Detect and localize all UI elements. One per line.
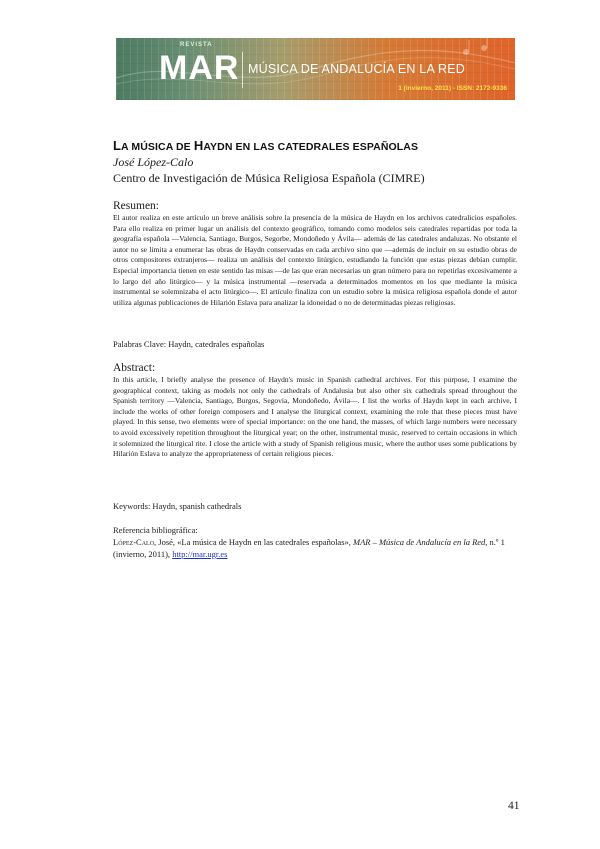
reference-heading: Referencia bibliográfica: [113,525,198,535]
abstract-text: In this article, I briefly analyse the presence of Haydn's music in Spanish cathedral archives. For this purpose, I examine the geographical context, taking as models not only the cathedrals of Andalusia but also other six cathedrals spread throughout the Spanish territory —Valencia, Santiago, Burgos, Segovia, Mondoñedo, Ávila—. I list the works of Haydn kept in each archive, I include the works of other foreign composers and I analyse the liturgical context, examining the role that these pieces must have played. In this sense, two elements were of special importance: on the one hand, the masses, of which large numbers were necessary to avoid excessively repetition throughout the liturgical year; on the other, instrumental music, reserved to certain occasions in which it solemnized the liturgical rite. I close the article with a study of Spanish religious music, where the author uses some publications by Hilarión Eslava to analyze the appropriateness of certain religious pieces. [113,375,517,459]
article-affiliation: Centro de Investigación de Música Religiosa Española (CIMRE) [113,171,425,185]
keywords-spanish: Palabras Clave: Haydn, catedrales españolas [113,339,265,349]
page-number: 41 [508,800,520,812]
banner-revista-label: REVISTA [180,42,213,48]
banner-logo-mar: MAR [159,49,240,87]
article-author: José López-Calo [113,155,194,169]
banner-divider [242,52,243,88]
reference-journal: MAR – Música de Andalucía en la Red [353,537,486,547]
reference-link[interactable]: http://mar.ugr.es [172,548,228,559]
banner-subtitle: MÚSICA DE ANDALUCÍA EN LA RED [248,62,465,76]
reference-citation: López-Calo, José, «La música de Haydn en las catedrales españolas», MAR – Música de Andalucía en la Red, n.º 1 (invierno, 2011), http://mar.ugr.es [113,537,505,559]
article-header [113,138,517,186]
banner-issue-info: 1 (invierno, 2011) - ISSN: 2172-9336 [398,85,507,92]
resumen-text: El autor realiza en este artículo un breve análisis sobre la presencia de la música de Haydn en los archivos catedralicios españoles. Para ello realiza en primer lugar un análisis del contexto geográfico, tomando como modelos seis catedrales repartidas por toda la geografía española —Valencia, Santiago, Burgos, Segorbe, Mondoñedo y Ávila— además de las catedrales andaluzas. No obstante el autor no se limita a enumerar las obras de Haydn conservadas en cada archivo sino que —además de incluir en su estudio obras de otros compositores extranjeros— realiza un análisis del contexto litúrgico, estudiando la función que estas piezas debían cumplir. Especial importancia tienen en este sentido las misas —de las que eran necesarias un gran número para no repetirlas excesivamente a lo largo del año litúrgico— y la música instrumental —reservada a determinados momentos en los que mediante la música instrumental se solemnizaba el acto litúrgico—. El artículo finaliza con un estudio sobre la música religiosa española donde el autor utiliza algunas publicaciones de Hilarión Eslava para analizar la idoneidad o no de determinadas piezas religiosas. [113,213,517,307]
resumen-heading: Resumen: [113,200,159,212]
article-title: LA MÚSICA DE HAYDN EN LAS CATEDRALES ESPAÑOLAS [113,138,419,153]
abstract-heading: Abstract: [113,362,156,374]
journal-banner [116,38,515,100]
reference-author: López-Calo [113,537,155,547]
keywords-english: Keywords: Haydn, spanish cathedrals [113,501,242,511]
